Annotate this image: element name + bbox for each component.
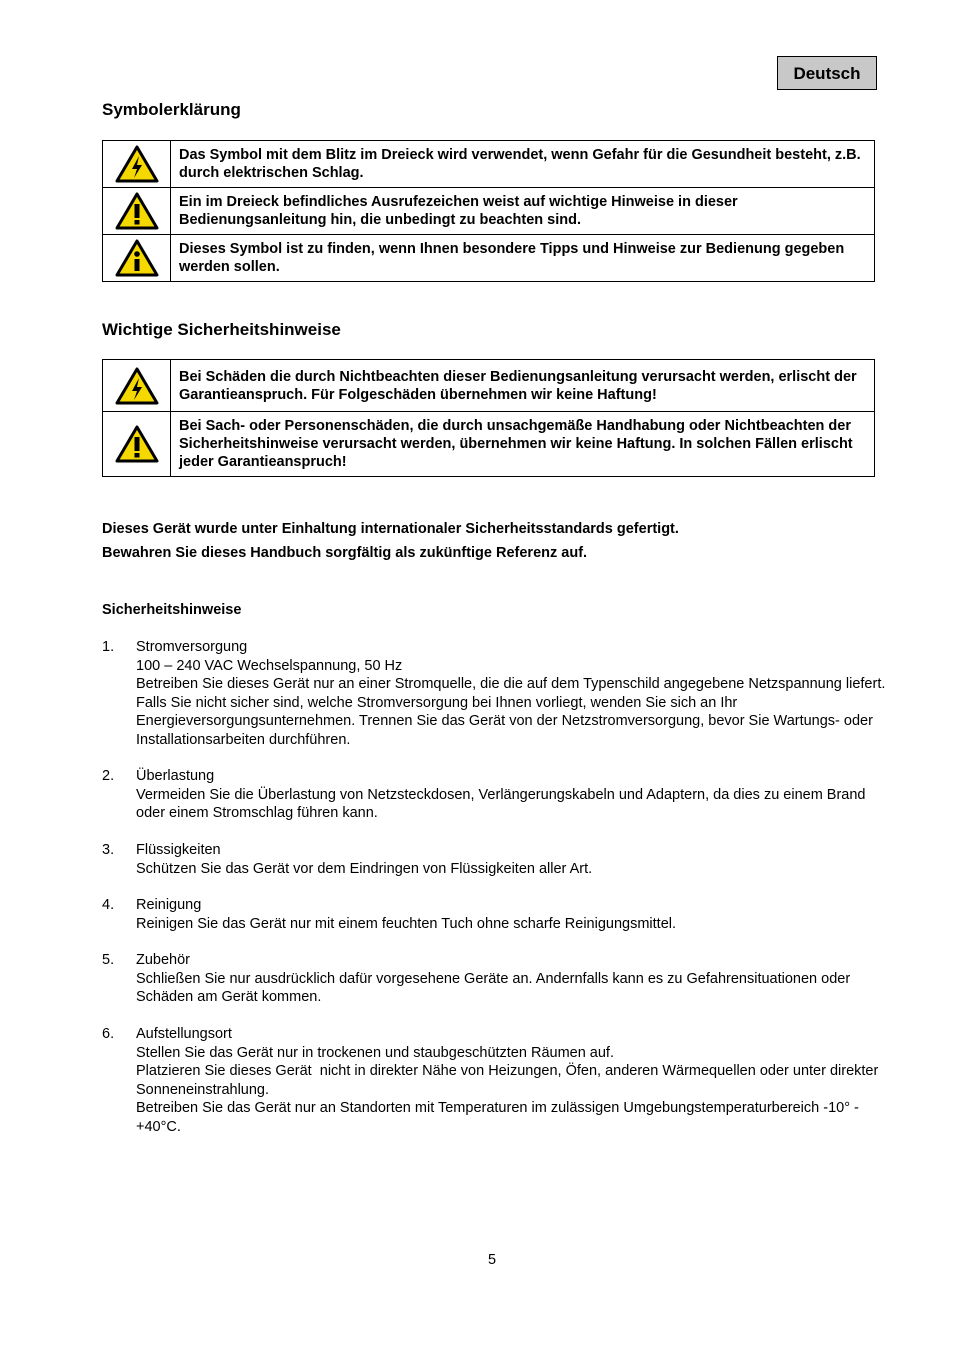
safety-description: Bei Schäden die durch Nichtbeachten dieser Bedienungsanleitung verursacht werden, erlischt der Garantieanspruch. Für Folgeschäden übernehmen wir keine Haftung! <box>171 360 875 412</box>
list-item <box>102 767 892 823</box>
exclamation-warning-icon <box>115 192 159 230</box>
list-text: Stellen Sie das Gerät nur in trockenen und staubgeschützten Räumen auf. <box>136 1044 614 1061</box>
list-title: Überlastung <box>136 768 215 784</box>
list-title: Stromversorgung <box>136 639 248 655</box>
list-number: 4. <box>102 897 115 913</box>
list-title: Aufstellungsort <box>136 1026 232 1042</box>
list-text: Reinigen Sie das Gerät nur mit einem feuchten Tuch ohne scharfe Reinigungsmittel. <box>136 915 677 932</box>
safety-section-heading: Wichtige Sicherheitshinweise <box>102 320 341 339</box>
lightning-warning-icon <box>115 367 159 405</box>
info-icon <box>115 239 159 277</box>
list-text: Betreiben Sie dieses Gerät nur an einer Stromquelle, die die auf dem Typenschild angegebene Netzspannung liefert. Falls Sie nicht sicher sind, welche Stromversorgung bei Ihnen vorliegt, wenden Sie sich an Ihr Energieversorgungsunternehmen. Trennen Sie das Gerät von der Netzstromversorgung, bevor Sie Wartungs- oder Installationsarbeiten durchführen. <box>136 676 890 748</box>
list-title: Reinigung <box>136 897 202 913</box>
table-row <box>103 412 875 477</box>
list-number: 1. <box>102 639 115 655</box>
table-row <box>103 188 875 235</box>
compliance-statement: Dieses Gerät wurde unter Einhaltung internationaler Sicherheitsstandards gefertigt. <box>102 521 679 537</box>
safety-description: Bei Sach- oder Personenschäden, die durch unsachgemäße Handhabung oder Nichtbeachten der Sicherheitshinweise verursacht werden, übernehmen wir keine Haftung. In solchen Fällen erlischt jeder Garantieanspruch! <box>171 412 875 477</box>
table-row <box>103 360 875 412</box>
list-number: 5. <box>102 952 115 968</box>
list-text: 100 – 240 VAC Wechselspannung, 50 Hz <box>136 657 403 674</box>
table-row <box>103 141 875 188</box>
lightning-warning-icon <box>115 145 159 183</box>
table-row <box>103 235 875 282</box>
list-item <box>102 841 892 878</box>
symbol-description: Das Symbol mit dem Blitz im Dreieck wird verwendet, wenn Gefahr für die Gesundheit besteht, z.B. durch elektrischen Schlag. <box>171 141 875 188</box>
exclamation-warning-icon <box>115 425 159 463</box>
symbol-section-heading: Symbolerklärung <box>102 100 241 119</box>
list-text: Betreiben Sie das Gerät nur an Standorten mit Temperaturen im zulässigen Umgebungstemperaturbereich -10° - +40°C. <box>136 1100 863 1135</box>
list-text: Vermeiden Sie die Überlastung von Netzsteckdosen, Verlängerungskabeln und Adaptern, da dies zu einem Brand oder einem Stromschlag führen kann. <box>136 786 870 821</box>
list-number: 6. <box>102 1026 115 1042</box>
list-number: 2. <box>102 768 115 784</box>
list-title: Flüssigkeiten <box>136 842 221 858</box>
list-item <box>102 896 892 933</box>
manual-keep-statement: Bewahren Sie dieses Handbuch sorgfältig als zukünftige Referenz auf. <box>102 545 588 561</box>
symbol-table <box>102 140 875 282</box>
list-text: Schützen Sie das Gerät vor dem Eindringen von Flüssigkeiten aller Art. <box>136 860 593 877</box>
language-badge: Deutsch <box>777 56 877 90</box>
symbol-description: Dieses Symbol ist zu finden, wenn Ihnen besondere Tipps und Hinweise zur Bedienung gegeben werden sollen. <box>171 235 875 282</box>
symbol-description: Ein im Dreieck befindliches Ausrufezeichen weist auf wichtige Hinweise in dieser Bedienungsanleitung hin, die unbedingt zu beachten sind. <box>171 188 875 235</box>
safety-table <box>102 359 875 477</box>
list-text: Platzieren Sie dieses Gerät nicht in direkter Nähe von Heizungen, Öfen, anderen Wärmequellen oder unter direkter Sonneneinstrahlung. <box>136 1063 883 1098</box>
hints-heading: Sicherheitshinweise <box>102 602 242 618</box>
list-item <box>102 638 892 749</box>
list-item <box>102 1025 892 1136</box>
list-text: Schließen Sie nur ausdrücklich dafür vorgesehene Geräte an. Andernfalls kann es zu Gefahrensituationen oder Schäden am Gerät kommen. <box>136 970 855 1005</box>
page-number: 5 <box>487 1252 497 1268</box>
list-title: Zubehör <box>136 952 191 968</box>
list-item <box>102 951 892 1007</box>
list-number: 3. <box>102 842 115 858</box>
